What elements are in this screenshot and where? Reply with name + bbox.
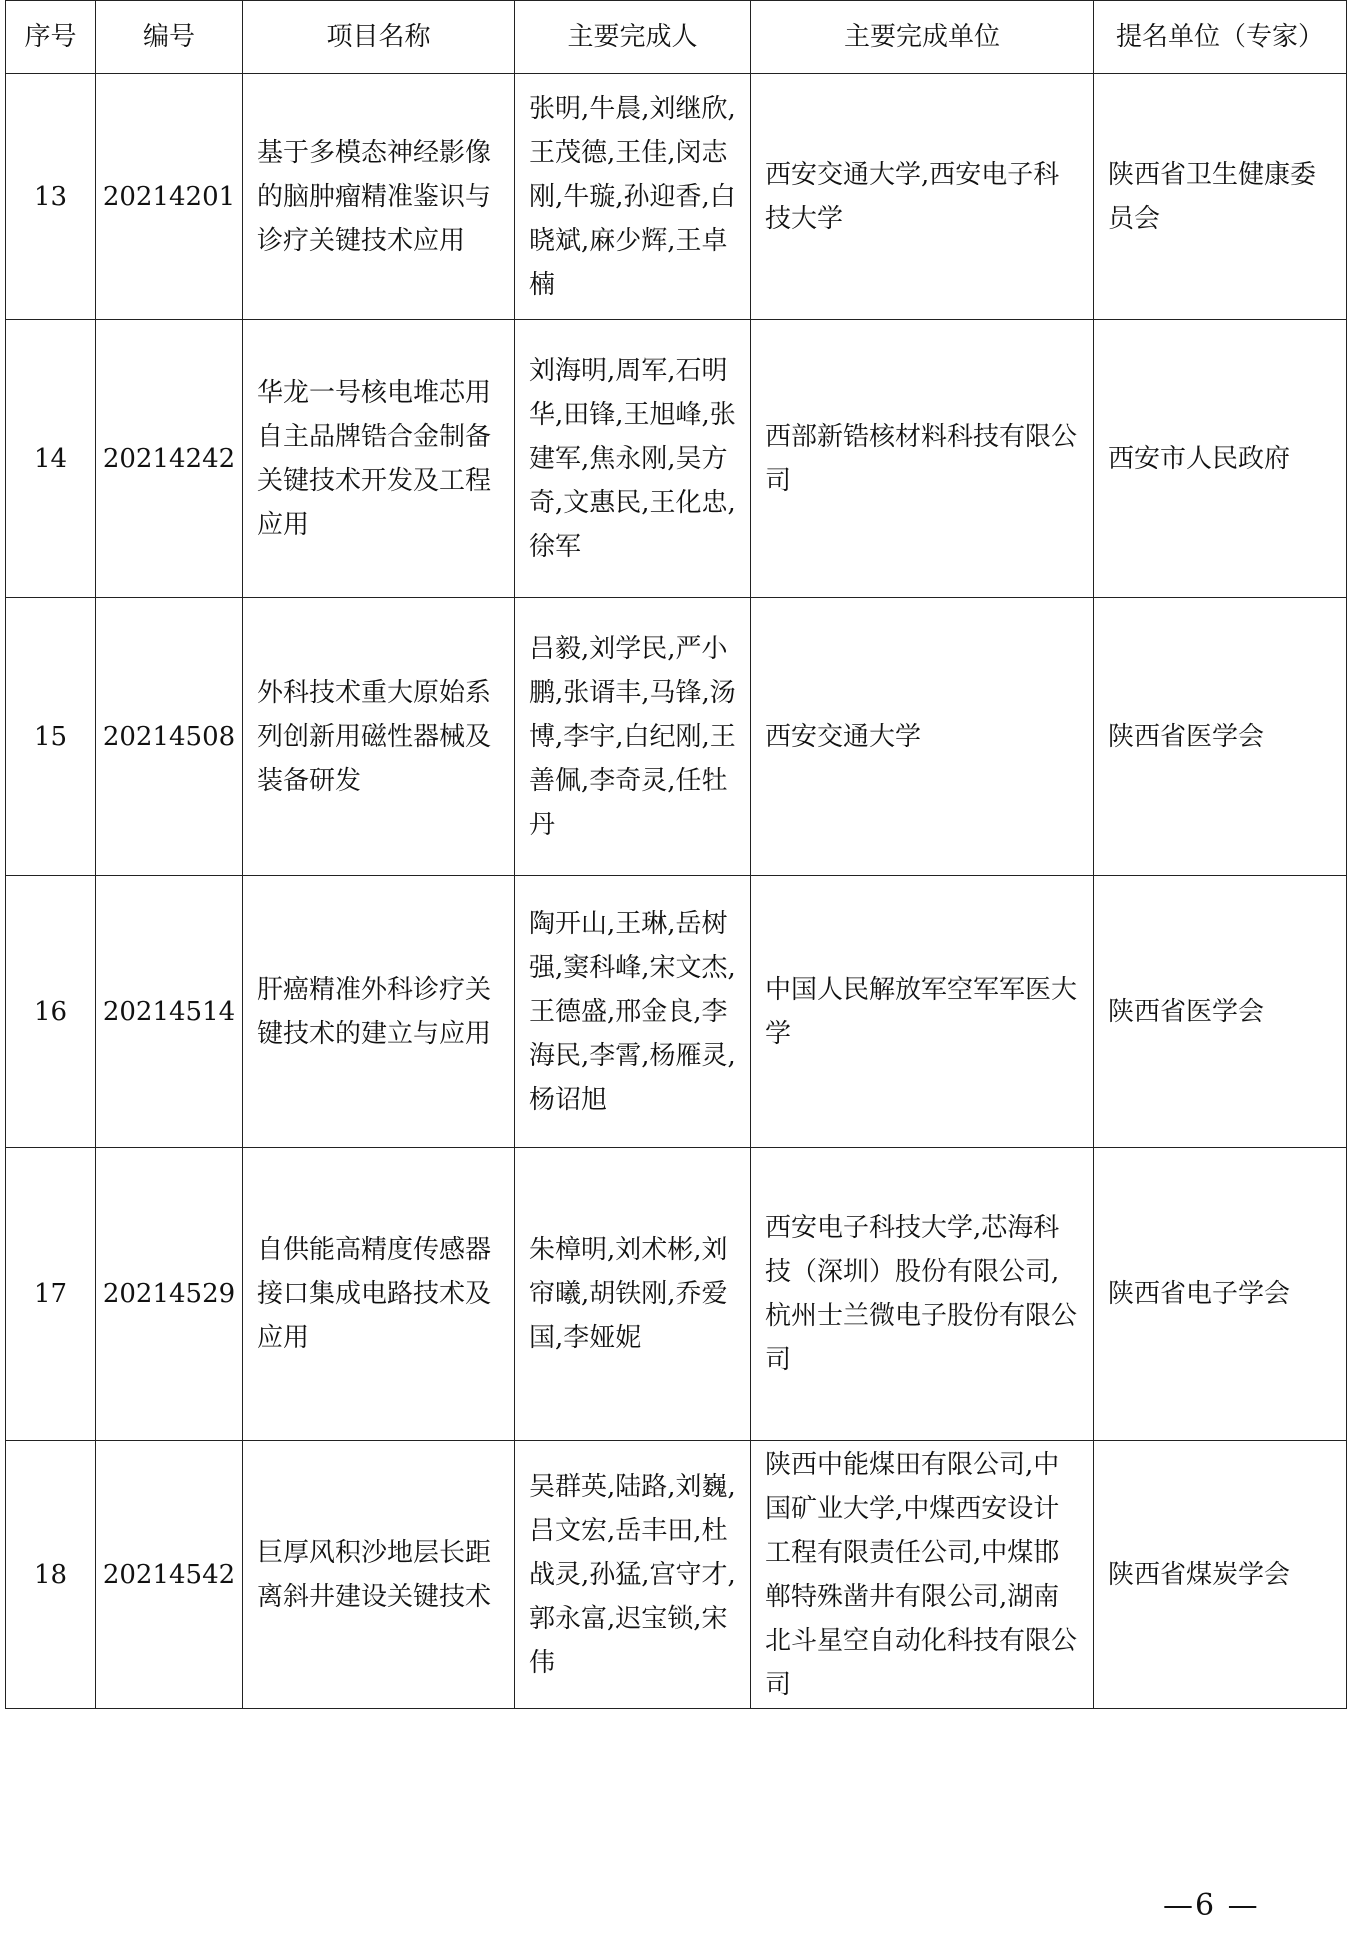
table-row [6,1148,1347,1441]
cell-units: 西部新锆核材料科技有限公司 [751,320,1094,598]
cell-code: 20214508 [96,598,243,876]
cell-code: 20214201 [96,74,243,320]
header-nominator: 提名单位（专家） [1094,1,1347,74]
header-seq: 序号 [6,1,96,74]
award-table [5,0,1347,1709]
cell-code: 20214242 [96,320,243,598]
table-row [6,74,1347,320]
cell-code: 20214542 [96,1441,243,1709]
cell-persons: 朱樟明,刘术彬,刘帘曦,胡铁刚,乔爱国,李娅妮 [515,1148,751,1441]
cell-seq: 17 [6,1148,96,1441]
cell-persons: 吴群英,陆路,刘巍,吕文宏,岳丰田,杜战灵,孙猛,宫守才,郭永富,迟宝锁,宋伟 [515,1441,751,1709]
cell-code: 20214514 [96,876,243,1148]
header-project: 项目名称 [243,1,515,74]
table-header-row [6,1,1347,74]
cell-nominator: 陕西省煤炭学会 [1094,1441,1347,1709]
cell-seq: 16 [6,876,96,1148]
cell-project: 基于多模态神经影像的脑肿瘤精准鉴识与诊疗关键技术应用 [243,74,515,320]
table-row [6,320,1347,598]
table-row [6,1441,1347,1709]
cell-project: 肝癌精准外科诊疗关键技术的建立与应用 [243,876,515,1148]
page-number: —6 — [1163,1888,1260,1923]
cell-project: 巨厚风积沙地层长距离斜井建设关键技术 [243,1441,515,1709]
cell-nominator: 陕西省卫生健康委员会 [1094,74,1347,320]
header-persons: 主要完成人 [515,1,751,74]
cell-nominator: 西安市人民政府 [1094,320,1347,598]
cell-persons: 吕毅,刘学民,严小鹏,张谞丰,马锋,汤博,李宇,白纪刚,王善佩,李奇灵,任牡丹 [515,598,751,876]
cell-nominator: 陕西省医学会 [1094,876,1347,1148]
cell-seq: 18 [6,1441,96,1709]
header-code: 编号 [96,1,243,74]
table-row [6,598,1347,876]
cell-seq: 15 [6,598,96,876]
table-row [6,876,1347,1148]
cell-seq: 13 [6,74,96,320]
cell-units: 西安交通大学 [751,598,1094,876]
cell-code: 20214529 [96,1148,243,1441]
header-units: 主要完成单位 [751,1,1094,74]
cell-units: 陕西中能煤田有限公司,中国矿业大学,中煤西安设计工程有限责任公司,中煤邯郸特殊凿井有限公司,湖南北斗星空自动化科技有限公司 [751,1441,1094,1709]
cell-project: 外科技术重大原始系列创新用磁性器械及装备研发 [243,598,515,876]
cell-persons: 陶开山,王琳,岳树强,窦科峰,宋文杰,王德盛,邢金良,李海民,李霄,杨雁灵,杨诏旭 [515,876,751,1148]
cell-nominator: 陕西省电子学会 [1094,1148,1347,1441]
cell-project: 华龙一号核电堆芯用自主品牌锆合金制备关键技术开发及工程应用 [243,320,515,598]
cell-persons: 刘海明,周军,石明华,田锋,王旭峰,张建军,焦永刚,吴方奇,文惠民,王化忠,徐军 [515,320,751,598]
cell-persons: 张明,牛晨,刘继欣,王茂德,王佳,闵志刚,牛璇,孙迎香,白晓斌,麻少辉,王卓楠 [515,74,751,320]
cell-project: 自供能高精度传感器接口集成电路技术及应用 [243,1148,515,1441]
cell-units: 西安电子科技大学,芯海科技（深圳）股份有限公司,杭州士兰微电子股份有限公司 [751,1148,1094,1441]
cell-units: 西安交通大学,西安电子科技大学 [751,74,1094,320]
cell-nominator: 陕西省医学会 [1094,598,1347,876]
cell-seq: 14 [6,320,96,598]
cell-units: 中国人民解放军空军军医大学 [751,876,1094,1148]
